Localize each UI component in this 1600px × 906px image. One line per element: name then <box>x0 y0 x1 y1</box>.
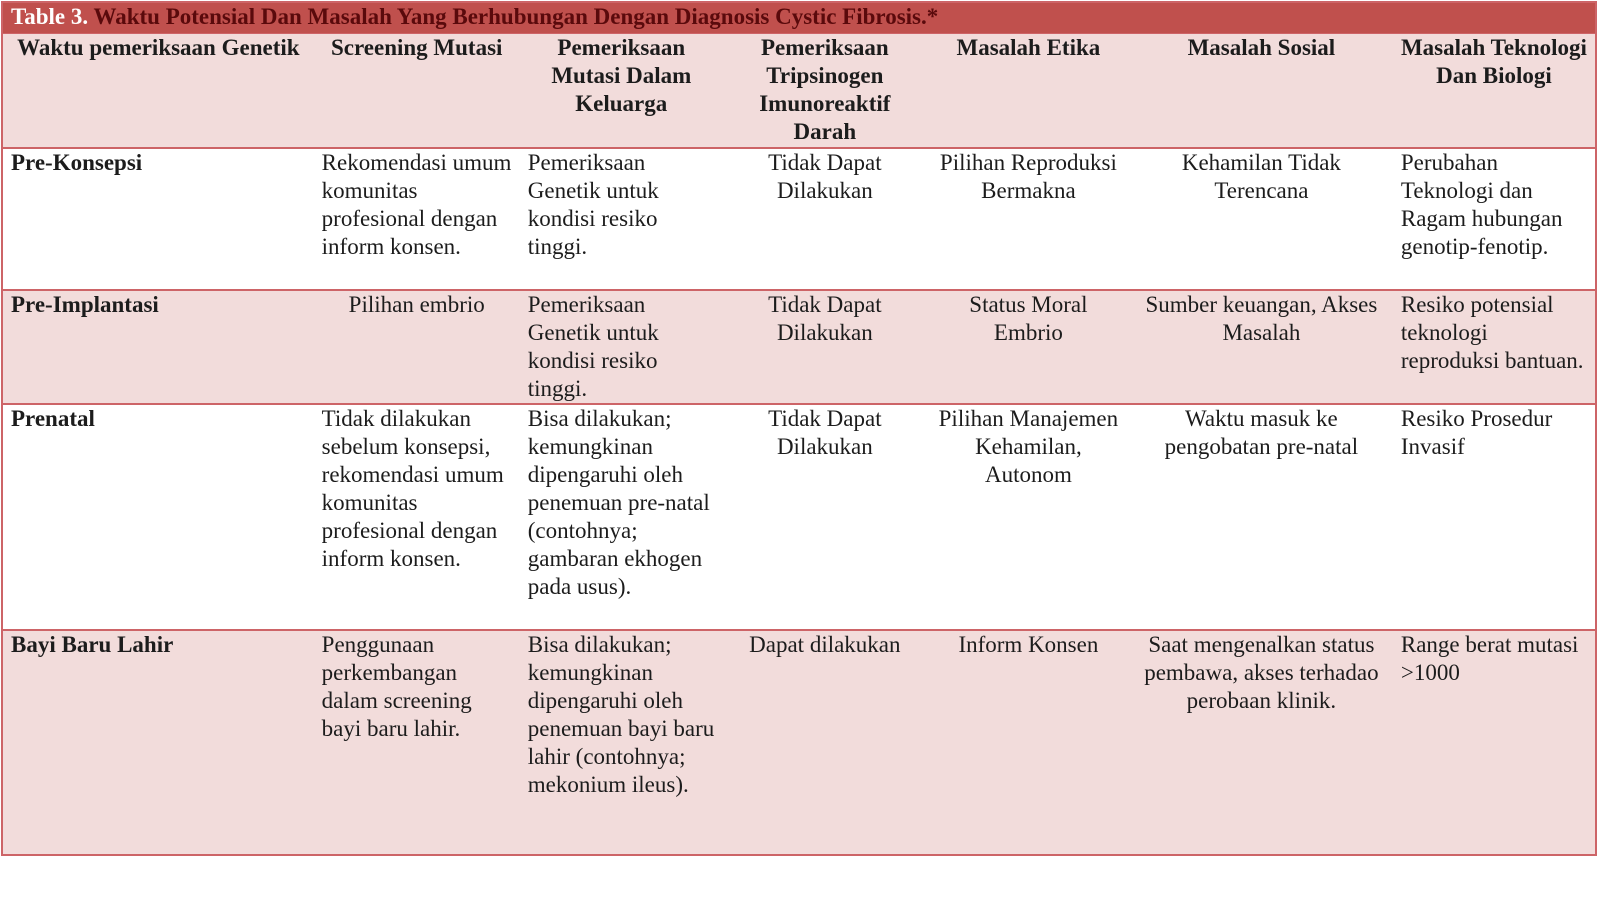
table-caption-row <box>2 2 1596 34</box>
cell-family: Bisa dilakukan; kemungkinan dipengaruhi oleh penemuan bayi baru lahir (contohnya; mekonium ileus). <box>520 630 723 855</box>
cell-trypsinogen: Tidak Dapat Dilakukan <box>723 404 927 630</box>
cell-technology: Range berat mutasi >1000 <box>1393 630 1596 855</box>
cell-social: Kehamilan Tidak Terencana <box>1130 148 1393 290</box>
caption-label: Table 3. <box>11 4 89 29</box>
table-row <box>2 148 1596 290</box>
table-header-row <box>2 34 1596 149</box>
header-masalah-etika: Masalah Etika <box>927 34 1130 149</box>
cell-ethics: Status Moral Embrio <box>927 290 1130 404</box>
cell-ethics: Pilihan Reproduksi Bermakna <box>927 148 1130 290</box>
cell-social: Sumber keuangan, Akses Masalah <box>1130 290 1393 404</box>
cell-screening: Tidak dilakukan sebelum konsepsi, rekomendasi umum komunitas profesional dengan inform konsen. <box>314 404 520 630</box>
cell-social: Waktu masuk ke pengobatan pre-natal <box>1130 404 1393 630</box>
table-caption <box>2 2 1596 34</box>
cell-screening: Penggunaan perkembangan dalam screening bayi baru lahir. <box>314 630 520 855</box>
cell-technology: Resiko potensial teknologi reproduksi bantuan. <box>1393 290 1596 404</box>
cell-trypsinogen: Tidak Dapat Dilakukan <box>723 148 927 290</box>
cystic-fibrosis-table <box>1 1 1597 856</box>
cell-trypsinogen: Dapat dilakukan <box>723 630 927 855</box>
cell-family: Bisa dilakukan; kemungkinan dipengaruhi oleh penemuan pre-natal (contohnya; gambaran ekhogen pada usus). <box>520 404 723 630</box>
cell-screening: Pilihan embrio <box>314 290 520 404</box>
cell-ethics: Inform Konsen <box>927 630 1130 855</box>
cell-technology: Perubahan Teknologi dan Ragam hubungan genotip-fenotip. <box>1393 148 1596 290</box>
cell-family: Pemeriksaan Genetik untuk kondisi resiko tinggi. <box>520 148 723 290</box>
cell-family: Pemeriksaan Genetik untuk kondisi resiko tinggi. <box>520 290 723 404</box>
cell-screening: Rekomendasi umum komunitas profesional dengan inform konsen. <box>314 148 520 290</box>
header-tripsinogen: Pemeriksaan Tripsinogen Imunoreaktif Darah <box>723 34 927 149</box>
row-stage: Pre-Konsepsi <box>2 148 314 290</box>
header-screening-mutasi: Screening Mutasi <box>314 34 520 149</box>
cell-social: Saat mengenalkan status pembawa, akses terhadao perobaan klinik. <box>1130 630 1393 855</box>
cell-ethics: Pilihan Manajemen Kehamilan, Autonom <box>927 404 1130 630</box>
row-stage: Prenatal <box>2 404 314 630</box>
header-masalah-teknologi: Masalah Teknologi Dan Biologi <box>1393 34 1596 149</box>
cell-technology: Resiko Prosedur Invasif <box>1393 404 1596 630</box>
header-waktu-pemeriksaan: Waktu pemeriksaan Genetik <box>2 34 314 149</box>
table-row <box>2 630 1596 855</box>
header-masalah-sosial: Masalah Sosial <box>1130 34 1393 149</box>
table-row <box>2 404 1596 630</box>
cell-trypsinogen: Tidak Dapat Dilakukan <box>723 290 927 404</box>
header-mutasi-keluarga: Pemeriksaan Mutasi Dalam Keluarga <box>520 34 723 149</box>
table-row <box>2 290 1596 404</box>
row-stage: Pre-Implantasi <box>2 290 314 404</box>
row-stage: Bayi Baru Lahir <box>2 630 314 855</box>
caption-title: Waktu Potensial Dan Masalah Yang Berhubungan Dengan Diagnosis Cystic Fibrosis.* <box>93 4 939 29</box>
